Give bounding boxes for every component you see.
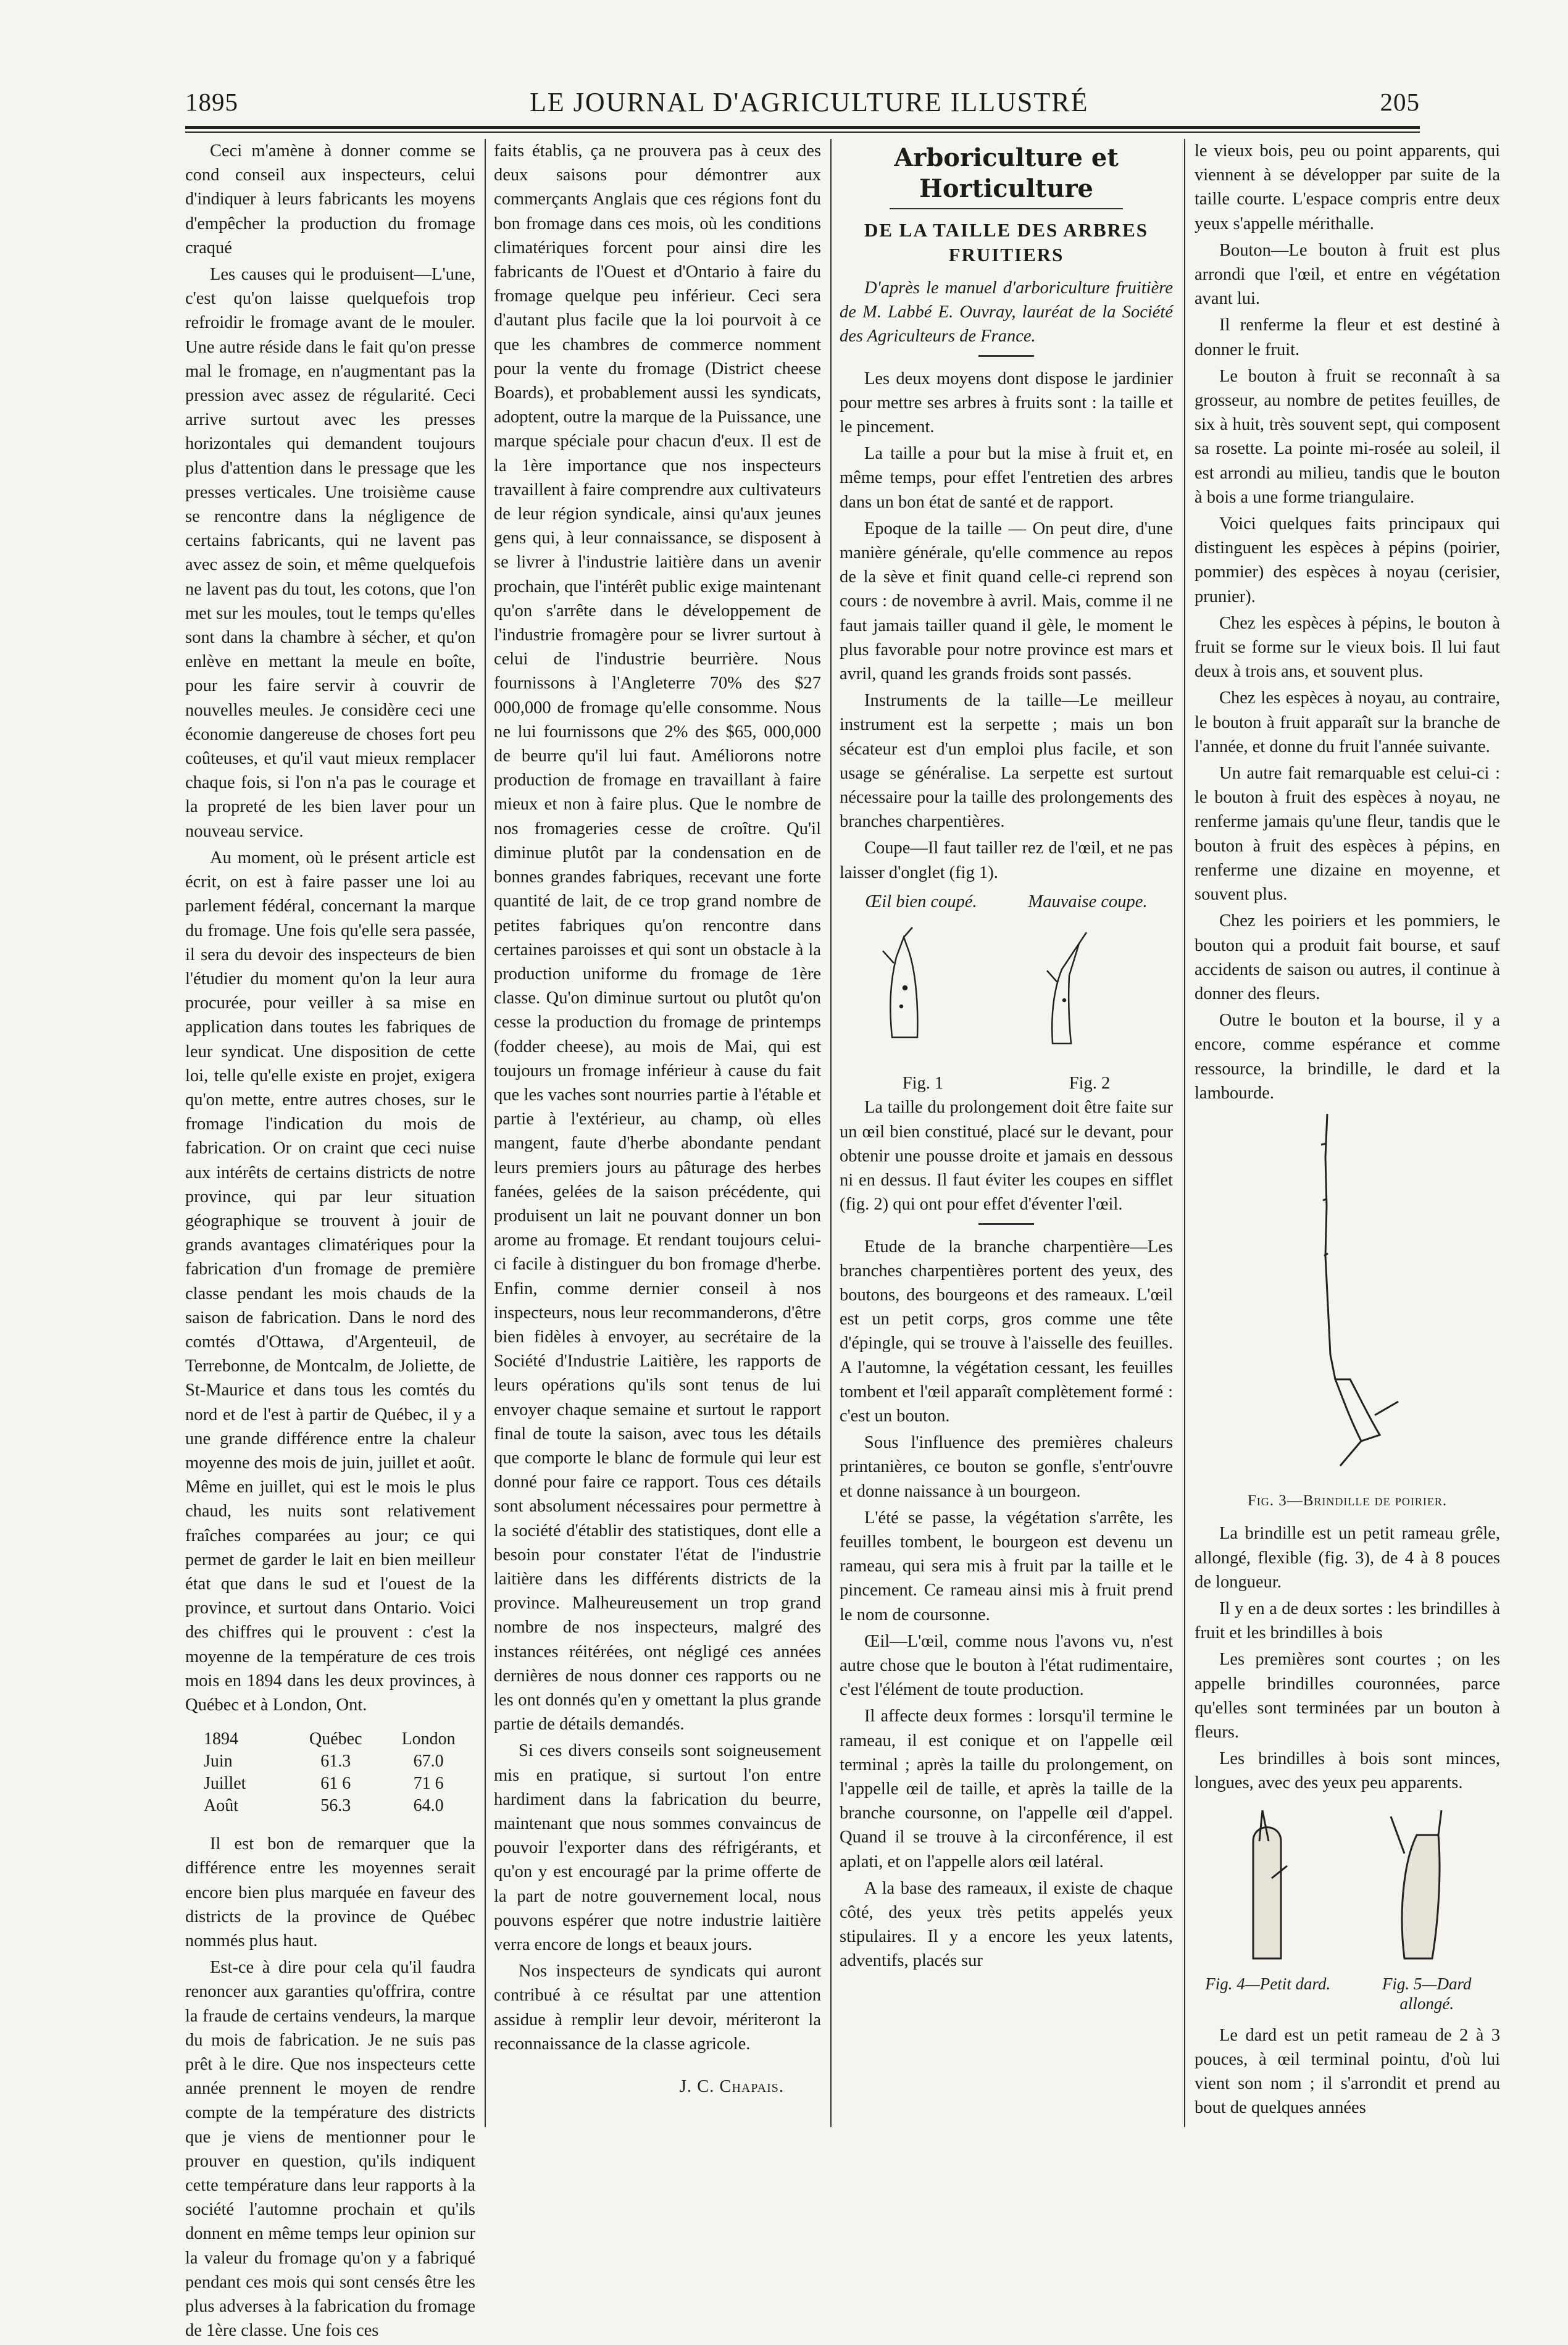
table-header: 1894 <box>204 1729 238 1749</box>
fig2-label: Fig. 2 <box>1069 1074 1111 1093</box>
fig45-captions <box>1195 1974 1500 2013</box>
header-year: 1895 <box>185 88 238 116</box>
paragraph: Il renferme la fleur et est destiné à donner le fruit. <box>1195 316 1500 359</box>
paragraph: La taille a pour but la mise à fruit et, en même temps, pour effet l'entretien des arbres dans un bon état de santé et de rapport. <box>840 444 1173 512</box>
table-row <box>185 1750 475 1773</box>
header-rule <box>185 126 1420 129</box>
page-number: 205 <box>1380 88 1420 116</box>
paragraph: le vieux bois, peu ou point apparents, qui viennent à se développer par suite de la taille courte. L'espace compris entre deux yeux s'appelle mérithalle. <box>1195 141 1500 233</box>
table-cell: 71 6 <box>413 1774 444 1794</box>
table-cell: 61.3 <box>320 1752 351 1771</box>
table-row <box>185 1795 475 1817</box>
paragraph: Sous l'influence des premières chaleurs printanières, ce bouton se gonfle, s'entr'ouvre et donne naissance à un bourgeon. <box>840 1433 1173 1501</box>
header-rule-thin <box>185 132 1420 133</box>
paragraph: Instruments de la taille—Le meilleur instrument est la serpette ; mais un bon sécateur est d'un emploi plus facile, et son usage se généralise. La serpette est surtout nécessaire pour la taille des prolongements des branches charpentières. <box>840 691 1173 832</box>
section-title: Arboriculture et Horticulture <box>894 143 1119 203</box>
paragraph: Epoque de la taille — On peut dire, d'une manière générale, qu'elle commence au repos de la sève et finit quand celle-ci reprend son cours : de novembre à avril. Mais, comme il ne faut jamais tailler quand il gèle, le moment le plus favorable pour notre province est mars et avril, quand les grands froids sont passés. <box>840 519 1173 684</box>
paragraph: Les deux moyens dont dispose le jardinier pour mettre ses arbres à fruits sont : la taille et le pincement. <box>840 369 1173 437</box>
paragraph: Chez les poiriers et les pommiers, le bouton qui a produit fait bourse, et sauf accidents de saison ou autres, il continue à donner des fleurs. <box>1195 911 1500 1003</box>
paragraph: Il affecte deux formes : lorsqu'il termine le rameau, il est conique et on l'appelle œil terminal ; après la taille du prolongement, on l'appelle œil de taille, et après la taille de la branche coursonne, on l'appelle œil d'appel. Quand il se trouve à la circonférence, il est aplati, et on l'appelle alors œil latéral. <box>840 1707 1173 1871</box>
table-cell: 61 6 <box>320 1774 351 1794</box>
paragraph: Il y en a de deux sortes : les brindilles à fruit et les brindilles à bois <box>1195 1599 1500 1643</box>
fig5-caption: Fig. 5—Dard allongé. <box>1382 1974 1472 2013</box>
dard-illustration <box>1195 1798 1500 1965</box>
figure-1-2 <box>840 914 1173 1095</box>
figure-3 <box>1195 1108 1500 1513</box>
column-2 <box>494 139 821 2099</box>
article-title: DE LA TAILLE DES ARBRES FRUITIERS <box>864 219 1149 265</box>
paragraph: Chez les espèces à pépins, le bouton à fruit se forme sur le vieux bois. Il lui faut deux à trois ans, et souvent plus. <box>1195 613 1500 682</box>
column-divider <box>830 139 832 2127</box>
paragraph: Le dard est un petit rameau de 2 à 3 pouces, à œil terminal pointu, d'où lui vient son nom ; il s'arrondit et prend au bout de quelques années <box>1195 2025 1500 2118</box>
brindille-illustration <box>1195 1108 1500 1478</box>
paragraph: Si ces divers conseils sont soigneusement mis en pratique, si surtout l'on entre hardiment dans la fabrication du beurre, maintenant que nous sommes convaincus de pouvoir l'exporter dans des réfrigérants, et qu'on y est encouragé par la prime offerte de la part de notre gouvernement local, nous pouvons espérer que notre industrie laitière verra encore de longs et beaux jours. <box>494 1741 821 1955</box>
paragraph: Voici quelques faits principaux qui distinguent les espèces à pépins (poirier, pommier) des espèces à noyau (cerisier, prunier). <box>1195 514 1500 606</box>
fig2-drawing <box>1047 932 1086 1043</box>
fig3-drawing <box>1321 1114 1398 1466</box>
table-cell: 56.3 <box>320 1796 351 1816</box>
column-4 <box>1195 139 1500 2123</box>
paragraph: Chez les espèces à noyau, au contraire, le bouton à fruit apparaît sur la branche de l'année, et donne du fruit l'année suivante. <box>1195 688 1500 756</box>
fig1-label: Fig. 1 <box>902 1074 944 1093</box>
table-cell: 67.0 <box>413 1752 444 1771</box>
paragraph: Les premières sont courtes ; on les appelle brindilles couronnées, parce qu'elles sont terminées par un bouton à fleurs. <box>1195 1650 1500 1742</box>
paragraph: Œil—L'œil, comme nous l'avons vu, n'est autre chose que le bouton à l'état rudimentaire, c'est l'élément de toute production. <box>840 1631 1173 1700</box>
paragraph: L'été se passe, la végétation s'arrête, les feuilles tombent, le bourgeon est devenu un rameau, qui sera mis à fruit par la taille et le pincement. Ce rameau ainsi mis à fruit prend le nom de coursonne. <box>840 1508 1173 1624</box>
paragraph: La brindille est un petit rameau grêle, allongé, flexible (fig. 3), de 4 à 8 pouces de longueur. <box>1195 1524 1500 1592</box>
paragraph: Coupe—Il faut tailler rez de l'œil, et ne pas laisser d'onglet (fig 1). <box>840 838 1173 882</box>
column-divider <box>485 139 486 2127</box>
fig4-caption: Fig. 4—Petit dard. <box>1205 1974 1331 1993</box>
paragraph: Les brindilles à bois sont minces, longues, avec des yeux peu apparents. <box>1195 1749 1500 1793</box>
table-row <box>185 1773 475 1795</box>
table-cell: Juillet <box>204 1774 246 1794</box>
paragraph: Ceci m'amène à donner comme se cond conseil aux inspecteurs, celui d'indiquer à leurs fabricants les moyens d'empêcher la production du fromage craqué <box>185 141 475 257</box>
paragraph: Outre le bouton et la bourse, il y a encore, comme espérance et comme ressource, la brindille, le dard et la lambourde. <box>1195 1011 1500 1103</box>
column-1 <box>185 139 475 2345</box>
journal-title: LE JOURNAL D'AGRICULTURE ILLUSTRÉ <box>530 86 1089 117</box>
masthead <box>185 80 1420 123</box>
paragraph: Un autre fait remarquable est celui-ci : le bouton à fruit des espèces à noyau, ne renferme jamais qu'une fleur, tandis que le bouton à fruit des espèces à pépins, en renferme une dizaine en moyenne, et souvent plus. <box>1195 764 1500 905</box>
article-subtitle: D'après le manuel d'arboriculture fruitière de M. Labbé E. Ouvray, lauréat de la Société des Agriculteurs de France. <box>840 278 1173 346</box>
table-header: London <box>401 1729 456 1749</box>
cut-illustration <box>840 914 1173 1062</box>
fig1-caption: Œil bien coupé. <box>865 892 977 911</box>
paragraph: Il est bon de remarquer que la différence entre les moyennes serait encore bien plus marquée en faveur des districts de la province de Québec nommés plus haut. <box>185 1834 475 1951</box>
table-cell: Août <box>204 1796 238 1816</box>
paragraph: Etude de la branche charpentière—Les branches charpentières portent des yeux, des boutons, des bourgeons et des rameaux. L'œil est un petit corps, gros comme une tête d'épingle, qui se trouve à l'aisselle des feuilles. A l'automne, la végétation cessant, les feuilles tombent et l'œil apparaît complètement formé : c'est un bouton. <box>840 1237 1173 1426</box>
paragraph: La taille du prolongement doit être faite sur un œil bien constitué, placé sur le devant, pour obtenir une pousse droite et jamais en dessous ni en dessus. Il faut éviter les coupes en sifflet (fig. 2) qui ont pour effet d'éventer l'œil. <box>840 1098 1173 1214</box>
table-header: Québec <box>309 1729 362 1749</box>
paragraph: faits établis, ça ne prouvera pas à ceux des deux saisons pour démontrer aux commerçants Anglais que ces régions font du bon fromage dans ces mois, où les conditions climatériques forcent pour ainsi dire les fabricants de l'Ouest et d'Ontario à faire du fromage quelque peu inférieur. Ceci sera d'autant plus facile que la loi pourvoit à ce que les chambres de commerce nomment pour la vente du fromage (District cheese Boards), et probablement aussi les syndicats, adoptent, outre la marque de la Puissance, une marque spéciale pour chacun d'eux. Il est de la 1ère importance que nos inspecteurs travaillent à faire comprendre aux cultivateurs de leur région syndicale, ainsi qu'aux jeunes gens qui, à leur connaissance, se disposent à se livrer à l'industrie laitière dans un avenir prochain, que l'intérêt public exige maintenant qu'on s'arrête dans le développement de l'industrie fromagère pour se livrer surtout à celui de l'industrie beurrière. Nous fournissons à l'Angleterre 70% des $27 000,000 de fromage qu'elle consomme. Nous ne lui fournissons que 2% des $65, 000,000 de beurre qu'il lui faut. Améliorons notre production de fromage en travaillant à faire mieux et non à faire plus. Que le nombre de nos fromageries cesse de croître. Qu'il diminue plutôt par la condensation en de bonnes grandes fabriques, recevant une forte quantité de lait, de ce trop grand nombre de petites fabriques qu'on rencontre dans certaines paroisses et qui sont un obstacle à la production uniforme du fromage de 1ère classe. Qu'on diminue surtout ou plutôt qu'on cesse la production du fromage de printemps (fodder cheese), au mois de Mai, qui est toujours un fromage inférieur à cause du fait que les vaches sont nourries partie à l'étable et partie à l'extérieur, au champ, où elles mangent, faute d'herbe abondante pendant leurs premiers jours au pâturage des herbes fanées, gelées de la saison précédente, qui produisent un lait ne pouvant donner un bon arome au fromage. Et rendant toujours celui-ci facile à distinguer du bon fromage d'herbe. Enfin, comme dernier conseil à nos inspecteurs, nous leur recommanderons, d'être bien fidèles à envoyer, au secrétaire de la Société d'Industrie Laitière, les rapports de leurs opérations qu'ils sont tenus de lui envoyer chaque semaine et surtout le rapport final de toute la saison, avec tous les détails que comporte le blanc de formule qui leur est donné pour faire ce rapport. Tous ces détails sont absolument nécessaires pour permettre à la société d'établir des statistiques, dont elle a besoin pour constater l'état de l'industrie laitière dans les différents districts de la province. Malheureusement un trop grand nombre de nos inspecteurs, malgré des instances réitérées, ont négligé ces années dernières de nous donner ces rapports ou ne les ont donnés qu'en y omettant la plus grande partie de détails demandés. <box>494 141 821 1734</box>
paragraph: Le bouton à fruit se reconnaît à sa grosseur, au nombre de petites feuilles, de six à huit, très souvent sept, qui composent sa rosette. La pointe mi-rosée au soleil, il est arrondi au milieu, tandis que le bouton à bois a une forme triangulaire. <box>1195 366 1500 507</box>
fig2-caption: Mauvaise coupe. <box>1028 892 1148 911</box>
column-divider <box>1184 139 1185 2127</box>
fig3-caption: Fig. 3—Brindille de poirier. <box>1247 1492 1448 1510</box>
column-3 <box>840 139 1173 1976</box>
table-cell: 64.0 <box>413 1796 444 1816</box>
figure-labels <box>840 1071 1173 1095</box>
paragraph: A la base des rameaux, il existe de chaque côté, des yeux très petits appelés yeux stipulaires. Il y a encore les yeux latents, adventifs, placés sur <box>840 1878 1173 1971</box>
figure-captions <box>840 890 1173 914</box>
section-rule <box>890 208 1123 209</box>
paragraph: Bouton—Le bouton à fruit est plus arrondi que l'œil, et entre en végétation avant lui. <box>1195 240 1500 309</box>
paragraph: Est-ce à dire pour cela qu'il faudra renoncer aux garanties qu'offrira, contre la fraude de certains vendeurs, la marque du mois de fabrication. Je ne suis pas prêt à le dire. Que nos inspecteurs cette année prennent le moyen de rendre compte de la température des districts que je viens de mentionner pour le prouver en question, qu'ils indiquent cette température dans leur rapports à la société l'automne prochain et qu'ils donnent en même temps leur opinion sur la valeur du fromage qu'on y a fabriqué pendant ces mois qui sont censés être les plus adverses à la fabrication du fromage de 1ère classe. Une fois ces <box>185 1958 475 2341</box>
paragraph: Nos inspecteurs de syndicats qui auront contribué à ce résultat par une attention assidue à remplir leur devoir, mériteront la reconnaissance de la classe agricole. <box>494 1962 821 2054</box>
table-cell: Juin <box>204 1752 233 1771</box>
fig5-drawing <box>1391 1810 1441 1958</box>
temperature-table <box>185 1728 475 1817</box>
fig4-drawing <box>1253 1810 1287 1958</box>
author-signature: J. C. Chapais. <box>679 2077 784 2097</box>
figure-4-5 <box>1195 1798 1500 2013</box>
fig1-drawing <box>883 927 917 1037</box>
paragraph: Les causes qui le produisent—L'une, c'est qu'on laisse quelquefois trop refroidir le fromage avant de le mouler. Une autre réside dans le fait qu'on presse mal le fromage, en n'augmentant pas la pression avec assez de régularité. Ceci arrive surtout avec les presses horizontales qui demandent toujours plus d'attention dans le pressage que les presses verticales. Une troisième cause se rencontre dans la négligence de certains fabricants, qui ne lavent pas avec assez de soin, et même quelquefois ne lavent pas du tout, les cotons, que l'on met sur les moules, tout le temps qu'elles sont dans la chambre à sécher, et qu'on enlève en mettant la meule en boîte, pour les faire servir à couvrir de nouvelles meules. Je considère ceci une économie dangereuse de choses fort peu coûteuses, et qu'il vaut mieux remplacer chaque fois, si l'on n'a pas le courage et la propreté de les bien laver pour un nouveau service. <box>185 265 475 841</box>
separator-dash <box>978 1223 1034 1225</box>
paragraph: Au moment, où le présent article est écrit, on est à faire passer une loi au parlement fédéral, concernant la marque du fromage. Une fois qu'elle sera passée, il sera du devoir des inspecteurs de bien l'étudier du moment qu'on la leur aura procurée, pour veiller à sa mise en application dans toutes les fabriques de leur syndicat. Une disposition de cette loi, telle qu'elle existe en projet, exigera qu'on mette, entre autres choses, sur le fromage l'indication du mois de fabrication. Or on craint que ceci nuise aux intérêts de certains districts de notre province, qui par leur situation géographique se trouvent à jouir de grands avantages climatériques pour la fabrication d'un fromage de première classe pendant les mois chauds de la saison de fabrication. Dans le nord des comtés d'Ottawa, d'Argenteuil, de Terrebonne, de Montcalm, de Joliette, de St-Maurice et dans tous les comtés du nord et de l'est à partir de Québec, il y a une grande différence entre la chaleur moyenne des mois de juin, juillet et août. Même en juillet, qui est le mois le plus chaud, les nuits sont relativement fraîches comparées au jour; ce qui permet de garder le lait en bien meilleur état que dans le sud et l'ouest de la province, et surtout dans Ontario. Voici des chiffres qui le prouvent : c'est la moyenne de la température de ces trois mois en 1894 dans les deux provinces, à Québec et à London, Ont. <box>185 848 475 1715</box>
separator-dash <box>978 355 1034 357</box>
